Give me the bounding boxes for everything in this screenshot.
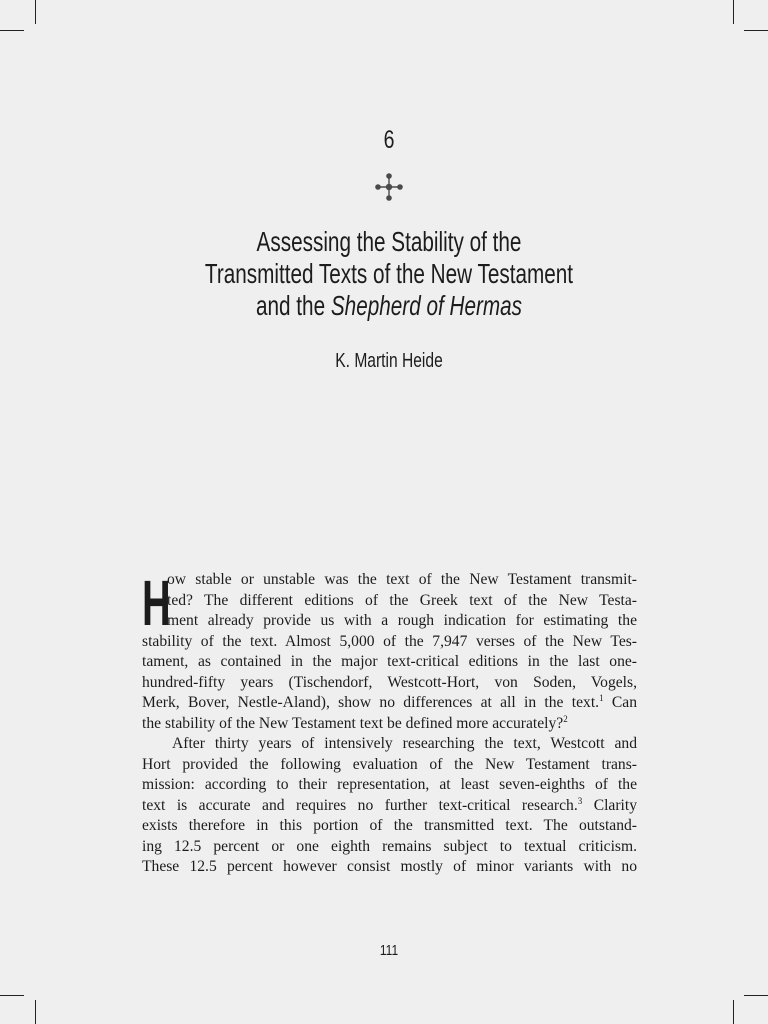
title-italic-work: Shepherd of Hermas	[330, 290, 523, 321]
chapter-number: 6	[383, 126, 395, 154]
footnote-ref-3[interactable]: 3	[577, 795, 583, 806]
body-line-5: tament, as contained in the major text-critical editions in the last one-	[142, 653, 637, 670]
body-line-8: the stability of the New Testament text be defined more accurately?$^2$	[142, 713, 568, 732]
title-line-1: Assessing the Stability of the	[256, 226, 522, 257]
footnote-ref-2[interactable]: 2	[563, 713, 568, 724]
body-line-10: Hort provided the following evaluation of the New Testament trans-	[142, 755, 637, 773]
title-line-3-prefix: and the	[255, 290, 331, 321]
author-name: K. Martin Heide	[335, 350, 443, 372]
crop-mark-bottom-right-vertical	[733, 1000, 734, 1024]
body-line-11: mission: according to their representation, at least seven-eighths of the	[142, 776, 637, 793]
body-line-9: After thirty years of intensively researching the text, Westcott and	[172, 735, 637, 752]
drop-cap: H	[142, 567, 171, 639]
crop-mark-bottom-right-horizontal	[744, 995, 768, 996]
crop-mark-bottom-left-horizontal	[0, 995, 24, 996]
body-text	[142, 567, 637, 878]
body-line-6: hundred-fifty years (Tischendorf, Westcott-Hort, von Soden, Vogels,	[142, 673, 637, 691]
page-number: 111	[379, 942, 399, 959]
crop-mark-top-left-horizontal	[0, 30, 24, 31]
body-line-12: text is accurate and requires no further text-critical research.$^3$ Clarity	[142, 795, 637, 814]
crop-mark-top-right-horizontal	[744, 30, 768, 31]
body-line-2: ted? The different editions of the Greek text of the New Testa-	[167, 591, 637, 609]
body-line-4: stability of the text. Almost 5,000 of the 7,947 verses of the New Tes-	[142, 632, 637, 650]
footnote-ref-1[interactable]: 1	[599, 693, 604, 703]
fleuron-ornament-icon	[374, 172, 404, 202]
title-line-2: Transmitted Texts of the New Testament	[204, 258, 574, 289]
body-line-13: exists therefore in this portion of the transmitted text. The outstand-	[142, 817, 637, 834]
body-line-15: These 12.5 percent however consist mostly of minor variants with no	[142, 858, 637, 875]
body-line-14: ing 12.5 percent or one eighth remains subject to textual criticism.	[142, 837, 637, 855]
chapter-title	[0, 226, 768, 322]
crop-mark-top-left-vertical	[35, 0, 36, 24]
body-line-7: Merk, Bover, Nestle-Aland), show no differences at all in the text.$^1$ Can	[142, 693, 637, 711]
body-line-1: ow stable or unstable was the text of the New Testament transmit-	[167, 571, 637, 588]
body-line-3: ment already provide us with a rough indication for estimating the	[167, 612, 637, 629]
crop-mark-bottom-left-vertical	[35, 1000, 36, 1024]
title-line-3	[101, 290, 677, 322]
crop-mark-top-right-vertical	[733, 0, 734, 24]
